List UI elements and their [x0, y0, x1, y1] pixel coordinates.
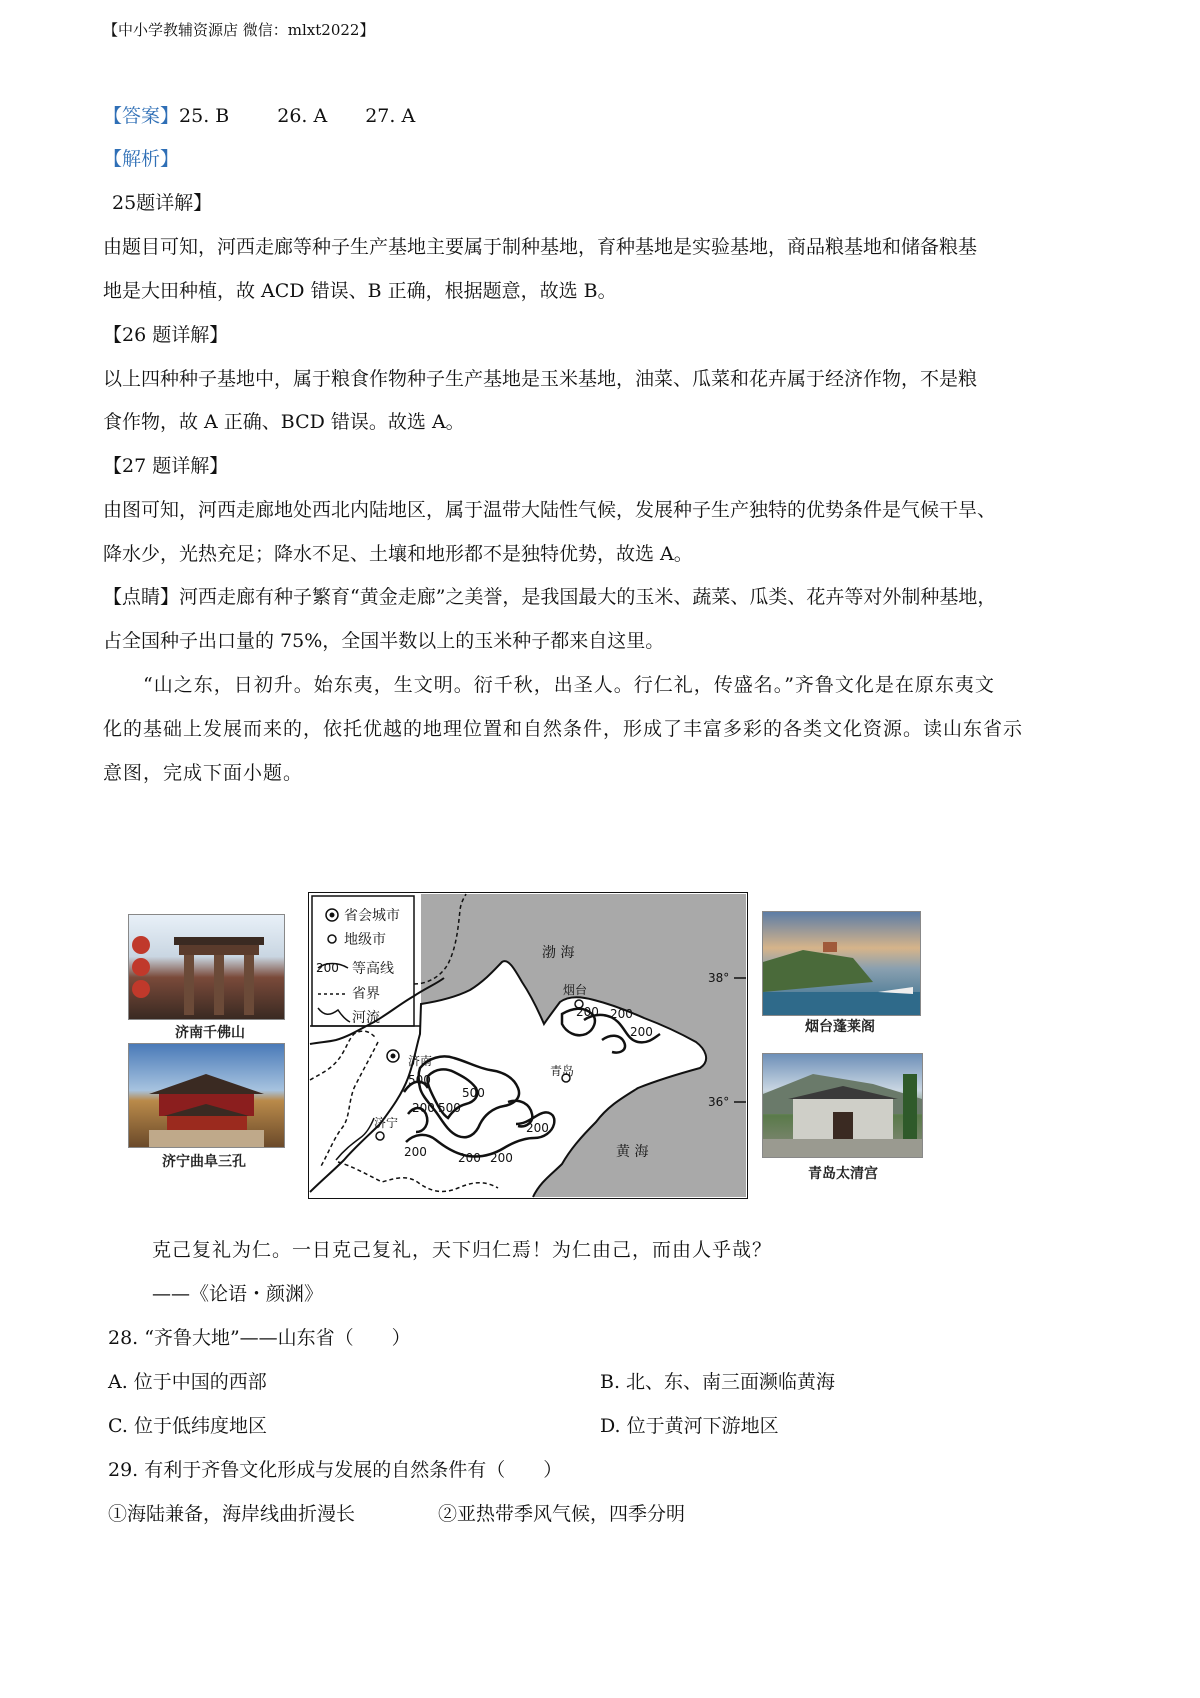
contour-value: 500: [408, 1073, 431, 1087]
photo-qianfoshan: [128, 914, 285, 1020]
answer-item: 26. A: [277, 105, 328, 127]
page-header: 【中小学教辅资源店 微信：mlxt2022】: [103, 21, 375, 39]
q29-item: ②亚热带季风气候，四季分明: [438, 1503, 686, 1525]
contour-value: 200: [610, 1007, 633, 1021]
city-label: 济宁: [374, 1116, 399, 1130]
cliff-icon: [763, 912, 920, 1015]
photo-penglai: [762, 911, 921, 1016]
quote-line: 克己复礼为仁。一日克己复礼，天下归仁焉！为仁由己，而由人乎哉？: [152, 1239, 773, 1261]
q28-option: A. 位于中国的西部: [108, 1371, 267, 1393]
q25-line: 由题目可知，河西走廊等种子生产基地主要属于制种基地，育种基地是实验基地，商品粮基地和储备粮基: [103, 236, 978, 258]
answer-line: [103, 104, 415, 128]
contour-value: 200: [404, 1145, 427, 1159]
q28-option: B. 北、东、南三面濒临黄海: [600, 1371, 836, 1393]
quote-source: ——《论语・颜渊》: [152, 1283, 324, 1305]
q29-item: ①海陆兼备，海岸线曲折漫长: [108, 1503, 356, 1525]
q28-stem: 28. “齐鲁大地”——山东省（ ）: [108, 1327, 411, 1349]
q25-title-text: 25题详解】: [112, 192, 213, 214]
gate-icon: [129, 915, 284, 1019]
contour-value: 200: [458, 1151, 481, 1165]
answer-item: 27. A: [365, 105, 416, 127]
q28-option: D. 位于黄河下游地区: [600, 1415, 779, 1437]
capital-city-dot: [391, 1054, 396, 1059]
shandong-map: [308, 892, 748, 1199]
photo-caption: 烟台蓬莱阁: [805, 1019, 875, 1035]
sea-label: 黄 海: [616, 1144, 649, 1160]
contour-value: 500: [438, 1101, 461, 1115]
q27-line: 降水少，光热充足；降水不足、土壤和地形都不是独特优势，故选 A。: [103, 543, 693, 565]
legend-label: 等高线: [352, 961, 394, 977]
capital-city-dot: [330, 913, 335, 918]
legend-label: 河流: [352, 1010, 380, 1026]
q26-line: 以上四种种子基地中，属于粮食作物种子生产基地是玉米基地，油菜、瓜菜和花卉属于经济作物，不是粮: [103, 368, 978, 390]
latitude-label: 38°: [708, 971, 730, 985]
contour-value: 200: [526, 1121, 549, 1135]
contour-value: 200: [630, 1025, 653, 1039]
photo-taiqing: [762, 1053, 923, 1158]
palace-icon: [763, 1054, 922, 1157]
q26-title: 【26 题详解】: [103, 324, 229, 346]
legend-label: 地级市: [344, 932, 386, 948]
passage-line: 意图，完成下面小题。: [103, 762, 304, 784]
legend-contour-value: 200: [316, 961, 339, 975]
q27-title: 【27 题详解】: [103, 455, 229, 477]
temple-icon: [129, 1044, 284, 1147]
sea-label: 渤 海: [542, 945, 575, 961]
photo-caption: 济宁曲阜三孔: [162, 1154, 246, 1170]
q25-title: [112, 191, 212, 215]
latitude-label: 36°: [708, 1095, 730, 1109]
city-label: 青岛: [550, 1064, 575, 1078]
contour-value: 200: [490, 1151, 513, 1165]
photo-caption: 济南千佛山: [175, 1025, 245, 1041]
q26-line: 食作物，故 A 正确、BCD 错误。故选 A。: [103, 411, 465, 433]
legend-label: 省界: [352, 986, 380, 1002]
photo-qufu: [128, 1043, 285, 1148]
tip-line: 【点睛】河西走廊有种子繁育“黄金走廊”之美誉，是我国最大的玉米、蔬菜、瓜类、花卉等对外制种基地，: [103, 586, 997, 608]
contour-value: 500: [462, 1086, 485, 1100]
contour-value: 200: [576, 1005, 599, 1019]
passage-line: “山之东，日初升。始东夷，生文明。衍千秋，出圣人。行仁礼，传盛名。”齐鲁文化是在原东夷文: [143, 674, 995, 696]
contour-value: 200: [412, 1101, 435, 1115]
q28-option: C. 位于低纬度地区: [108, 1415, 267, 1437]
tip-line: 占全国种子出口量的 75%，全国半数以上的玉米种子都来自这里。: [103, 630, 665, 652]
q29-stem: 29. 有利于齐鲁文化形成与发展的自然条件有（ ）: [108, 1459, 563, 1481]
photo-caption: 青岛太清宫: [808, 1166, 878, 1182]
analysis-tag: 【解析】: [103, 148, 180, 170]
answer-item: 25. B: [179, 105, 230, 127]
city-label: 烟台: [563, 983, 588, 997]
q25-line: 地是大田种植，故 ACD 错误、B 正确，根据题意，故选 B。: [103, 280, 617, 302]
passage-line: 化的基础上发展而来的，依托优越的地理位置和自然条件，形成了丰富多彩的各类文化资源。读山东省示: [103, 718, 1024, 740]
legend-label: 省会城市: [344, 908, 400, 924]
city-marker: [376, 1132, 384, 1140]
answer-tag: 【答案】: [103, 105, 180, 127]
city-label: 济南: [408, 1054, 433, 1068]
q27-line: 由图可知，河西走廊地处西北内陆地区，属于温带大陆性气候，发展种子生产独特的优势条件是气候干旱、: [103, 499, 997, 521]
